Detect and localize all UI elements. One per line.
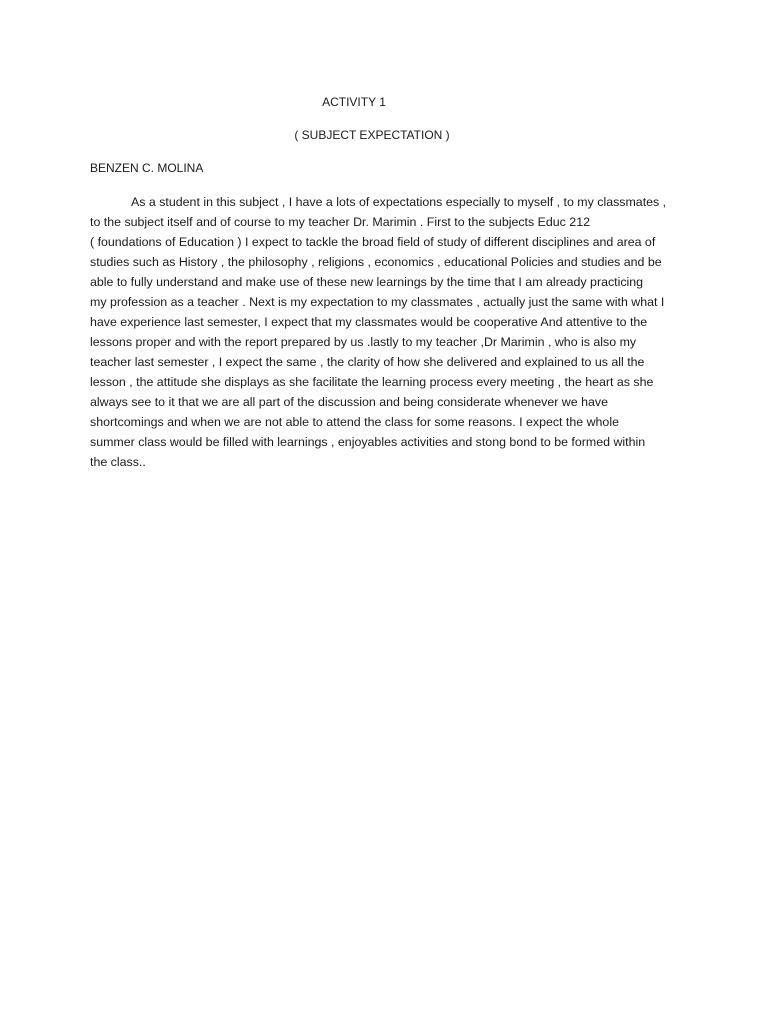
paragraph-line: always see to it that we are all part of the discussion and being considerate whenever we have — [90, 395, 608, 409]
document-subtitle: ( SUBJECT EXPECTATION ) — [294, 128, 450, 142]
paragraph-line: ( foundations of Education ) I expect to tackle the broad field of study of different disciplines and area of — [90, 235, 656, 249]
paragraph-line: summer class would be filled with learnings , enjoyables activities and stong bond to be formed within — [90, 435, 646, 449]
paragraph-line: to the subject itself and of course to my teacher Dr. Marimin . First to the subjects Educ 212 — [90, 215, 590, 229]
paragraph-line: lessons proper and with the report prepared by us .lastly to my teacher ,Dr Marimin , who is also my — [90, 335, 637, 349]
paragraph-line: the class.. — [90, 455, 146, 469]
paragraph-line: able to fully understand and make use of these new learnings by the time that I am already practicing — [90, 275, 644, 289]
paragraph-line: As a student in this subject , I have a lots of expectations especially to myself , to my classmates , — [131, 195, 667, 209]
document-title: ACTIVITY 1 — [322, 95, 386, 109]
body-paragraph — [90, 192, 680, 472]
paragraph-line: my profession as a teacher . Next is my expectation to my classmates , actually just the same with what I — [90, 295, 665, 309]
paragraph-line: have experience last semester, I expect that my classmates would be cooperative And attentive to the — [90, 315, 648, 329]
paragraph-line: lesson , the attitude she displays as she facilitate the learning process every meeting , the heart as she — [90, 375, 654, 389]
paragraph-line: shortcomings and when we are not able to attend the class for some reasons. I expect the whole — [90, 415, 619, 429]
author-name: BENZEN C. MOLINA — [90, 161, 204, 175]
paragraph-line: studies such as History , the philosophy , religions , economics , educational Policies and studies and be — [90, 255, 662, 269]
paragraph-line: teacher last semester , I expect the same , the clarity of how she delivered and explained to us all the — [90, 355, 645, 369]
